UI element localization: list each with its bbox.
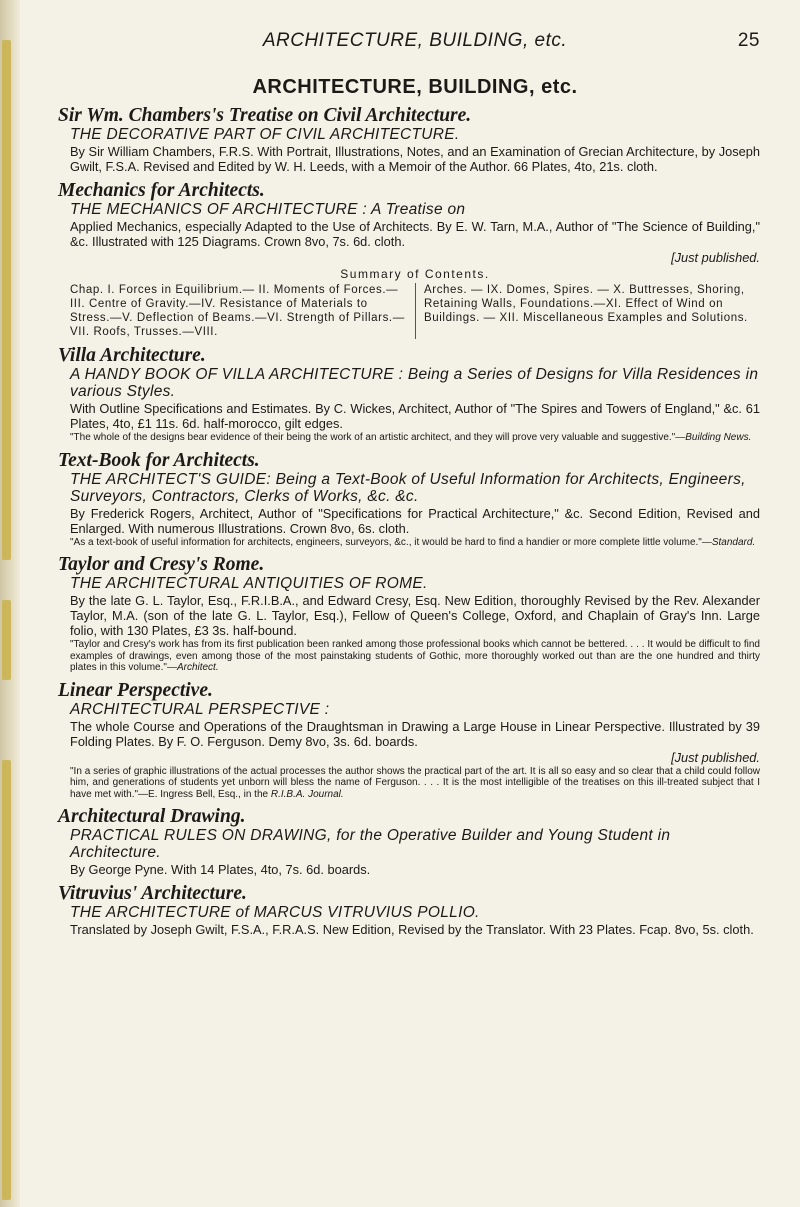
review-source: —Standard. xyxy=(701,536,756,548)
book-spine xyxy=(0,0,20,1207)
entry-mechanics xyxy=(58,180,760,339)
contents-right-column: Arches. — IX. Domes, Spires. — X. Buttresses, Shoring, Retaining Walls, Foundations.—XI. Effect of Wind on Buildings. — XII. Miscellaneous Examples and Solutions. xyxy=(415,283,760,339)
publication-note: [Just published. xyxy=(671,250,760,265)
entry-body: Applied Mechanics, especially Adapted to the Use of Architects. By E. W. Tarn, M.A., Author of "The Science of Building," &c. Illustrated with 125 Diagrams. Crown 8vo, 7s. 6d. cloth. xyxy=(70,219,760,249)
review-source: —Architect. xyxy=(166,662,219,673)
book-title: THE ARCHITECTURE of MARCUS VITRUVIUS POLLIO. xyxy=(70,904,480,921)
review-quote xyxy=(70,639,760,674)
entry-body: Translated by Joseph Gwilt, F.S.A., F.R.A.S. New Edition, Revised by the Translator. With 23 Plates. Fcap. 8vo, 5s. cloth. xyxy=(70,922,754,937)
entry-villa xyxy=(58,345,760,444)
entry-heading: Vitruvius' Architecture. xyxy=(58,883,247,904)
entry-textbook xyxy=(58,449,760,549)
review-text: "As a text-book of useful information for architects, engineers, surveyors, &c., it would be hard to find a handier or more complete little volume." xyxy=(70,536,702,548)
entry-perspective xyxy=(58,679,760,801)
entry-body: By Sir William Chambers, F.R.S. With Portrait, Illustrations, Notes, and an Examination of Grecian Architecture, by Joseph Gwilt, F.S.A. Revised and Edited by W. H. Leeds, with a Memoir of the Author. 66 Plates, 4to, 21s. cloth. xyxy=(70,144,760,174)
book-title: ARCHITECTURAL PERSPECTIVE : xyxy=(70,700,330,718)
book-title: THE ARCHITECTURAL ANTIQUITIES OF ROME. xyxy=(70,575,428,592)
spine-stain xyxy=(2,40,11,560)
book-title: PRACTICAL RULES ON DRAWING, for the Operative Builder and Young Student in Architecture. xyxy=(70,827,671,861)
spine-stain xyxy=(2,760,11,1200)
review-quote xyxy=(70,432,760,444)
section-title: ARCHITECTURE, BUILDING, etc. xyxy=(252,76,578,98)
book-title: THE DECORATIVE PART OF CIVIL ARCHITECTURE. xyxy=(70,126,460,143)
review-text: "In a series of graphic illustrations of the actual processes the author shows the practical part of the art. It is all so easy and so clear that a child could follow him, and generations of students yet unborn will bless the name of Ferguson. . . . It is the most intelligible of the treatises on this ill-treated subject that I have met with."—E. Ingress Bell, Esq., in the xyxy=(70,765,760,800)
spine-stain xyxy=(2,600,11,680)
review-source: R.I.B.A. Journal. xyxy=(270,788,344,800)
page xyxy=(58,30,760,937)
page-number: 25 xyxy=(737,30,760,51)
contents-table xyxy=(70,283,760,339)
book-title: THE ARCHITECT'S GUIDE: Being a Text-Book of Useful Information for Architects, Engineers, Surveyors, Contractors, Clerks of Works, &c. &c. xyxy=(70,470,746,505)
entry-heading: Villa Architecture. xyxy=(58,345,206,366)
entry-body: By Frederick Rogers, Architect, Author of "Specifications for Practical Architecture," &c. Second Edition, Revised and Enlarged. With numerous Illustrations. Crown 8vo, 6s. cloth. xyxy=(70,505,760,536)
entry-heading: Text-Book for Architects. xyxy=(58,449,260,471)
entry-rome xyxy=(58,554,760,674)
entry-chambers xyxy=(58,105,760,174)
entry-vitruvius xyxy=(58,883,760,937)
entry-drawing xyxy=(58,806,760,877)
entry-heading: Taylor and Cresy's Rome. xyxy=(58,554,265,575)
review-source: —Building News. xyxy=(675,432,752,443)
entry-body: The whole Course and Operations of the Draughtsman in Drawing a Large House in Linear Perspective. Illustrated by 39 Folding Plates. By F. O. Ferguson. Demy 8vo, 3s. 6d. boards. xyxy=(70,718,760,749)
running-head xyxy=(70,30,760,58)
contents-left-column: Chap. I. Forces in Equilibrium.— II. Moments of Forces.—III. Centre of Gravity.—IV. Resistance of Materials to Stress.—V. Deflection of Beams.—VI. Strength of Pillars.—VII. Roofs, Trusses.—VIII. xyxy=(70,284,405,338)
entry-heading: Architectural Drawing. xyxy=(58,806,246,827)
review-text: "The whole of the designs bear evidence of their being the work of an artistic architect, and they will prove very valuable and suggestive." xyxy=(70,432,676,443)
book-title: A HANDY BOOK OF VILLA ARCHITECTURE : Being a Series of Designs for Villa Residences in various Styles. xyxy=(70,366,759,400)
review-text: "Taylor and Cresy's work has from its first publication been ranked among those professional books which cannot be bettered. . . . It would be difficult to find examples of drawings, even among those of the most painstaking students of Gothic, more thoroughly worked out than are the one hundred and thirty plates in this volume." xyxy=(70,639,760,673)
review-quote xyxy=(70,766,760,801)
entry-heading: Mechanics for Architects. xyxy=(58,180,265,201)
entry-heading: Linear Perspective. xyxy=(58,679,213,701)
entry-body: With Outline Specifications and Estimates. By C. Wickes, Architect, Author of "The Spires and Towers of England," &c. 61 Plates, 4to, £1 11s. 6d. half-morocco, gilt edges. xyxy=(70,401,760,431)
review-quote xyxy=(70,537,760,549)
entry-heading: Sir Wm. Chambers's Treatise on Civil Architecture. xyxy=(58,105,472,126)
summary-heading: Summary of Contents. xyxy=(340,267,490,281)
running-head-title: ARCHITECTURE, BUILDING, etc. xyxy=(262,30,568,51)
entry-body: By George Pyne. With 14 Plates, 4to, 7s. 6d. boards. xyxy=(70,862,371,877)
book-title: THE MECHANICS OF ARCHITECTURE : A Treatise on xyxy=(70,201,466,218)
entry-body: By the late G. L. Taylor, Esq., F.R.I.B.A., and Edward Cresy, Esq. New Edition, thoroughly Revised by the Rev. Alexander Taylor, M.A. (son of the late G. L. Taylor, Esq.), Fellow of Queen's College, Oxford, and Chaplain of Gray's Inn. Large folio, with 130 Plates, £3 3s. half-bound. xyxy=(70,593,760,638)
publication-note: [Just published. xyxy=(671,749,760,765)
